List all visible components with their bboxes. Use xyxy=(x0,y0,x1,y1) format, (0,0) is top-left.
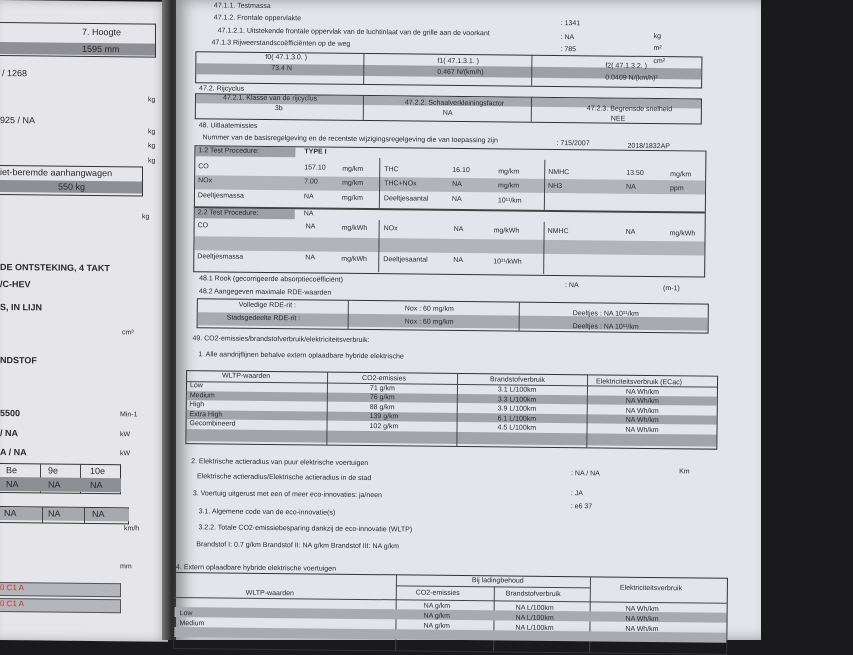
rde-r1c0: Stadsgedeelte RDE-rit : xyxy=(226,314,301,323)
test1-r2c3: Deeltjesaantal xyxy=(383,195,429,203)
wltp-r3c1: 139 g/km xyxy=(369,413,399,421)
frag-5500: 5500 xyxy=(0,408,21,419)
test2-r2c0: Deeltjesmassa xyxy=(197,253,244,261)
frag-kg3: kg xyxy=(148,142,156,150)
test2-r2c1: NA xyxy=(305,254,316,262)
test2-label: 2.2 Test Procedure: xyxy=(197,209,259,217)
cycle-h2: 47.2.3. Begrensde snelheid xyxy=(586,105,673,114)
frag-kg1: kg xyxy=(148,96,156,104)
frag-925: 925 / NA xyxy=(0,115,36,126)
frag-c1a-2: 0 C1 A xyxy=(0,599,25,609)
wltp-r2c0: High xyxy=(189,401,205,409)
test1-type: TYPE I xyxy=(304,148,327,156)
rw-h2: f2( 47.1.3.2. ) xyxy=(605,62,648,70)
s49-32: 3.2.2. Totale CO2-emissiebesparing dankzij de eco-innovatie (WLTP) xyxy=(198,524,413,534)
test2-r2c5: 10¹¹/kWh xyxy=(493,258,522,266)
wltp-h0: WLTP-waarden xyxy=(222,372,271,381)
height-value: 1595 mm xyxy=(82,43,120,55)
wltp-r4c0: Gecombineerd xyxy=(189,420,236,429)
height-label: 7. Hoogte xyxy=(82,26,122,38)
s49-2-v: : NA / NA xyxy=(571,470,600,478)
u-cm2: cm² xyxy=(653,58,666,66)
wltp-h1: CO2-emissies xyxy=(362,374,407,382)
s49-2: 2. Elektrische actieradius van puur elektrische voertuigen xyxy=(191,458,369,468)
height-bar xyxy=(0,42,155,56)
test1-r1c7: NA xyxy=(626,184,636,192)
wltp-r1c0: Medium xyxy=(189,391,215,400)
test1-r2c1: NA xyxy=(303,193,314,201)
frag-aanhang: iet-beremde aanhangwagen xyxy=(0,167,113,179)
s47121: 47.1.2.1. Uitstekende frontale oppervlak van de luchtinlaat van de grille aan de voorkant xyxy=(217,27,490,38)
phev-group: Bij ladingbehoud xyxy=(471,577,524,585)
frag-na1: / NA xyxy=(0,428,18,439)
wltp-r0c2: 3.1 L/100km xyxy=(497,386,537,394)
phev-r0c3: NA Wh/km xyxy=(625,605,659,614)
v-grille: : 785 xyxy=(560,46,577,54)
phev-h2: Brandstofverbruik xyxy=(505,590,561,599)
frag-550: 550 kg xyxy=(58,181,86,192)
wltp-r0c0: Low xyxy=(189,382,203,390)
test1-r0c3: THC xyxy=(384,166,399,174)
test1-r2c0: Deeltjesmassa xyxy=(197,192,244,200)
test1-r1c6: NH3 xyxy=(548,183,563,191)
rw-v0: 73.4 N xyxy=(271,65,292,73)
brandstof: Brandstof I: 0.7 g/km Brandstof II: NA g/km Brandstof III: NA g/km xyxy=(196,541,400,551)
test2-r0c4: NA xyxy=(453,226,464,234)
test2-r0c3: NOx xyxy=(383,225,398,233)
frag-kw2: kW xyxy=(120,450,131,458)
wltp-r0c1: 71 g/km xyxy=(369,384,395,392)
s472: 47.2. Rijcyclus xyxy=(199,85,245,93)
s481-u: (m-1) xyxy=(662,285,680,293)
wltp-r2c1: 88 g/km xyxy=(369,403,395,411)
wltp-r1c2: 3.3 L/100km xyxy=(497,395,537,404)
wltp-h3: Elektriciteitsverbruik (ECac) xyxy=(595,377,683,386)
test1-r1c3: THC+NOx xyxy=(384,180,417,188)
phev-r0c1: NA g/km xyxy=(423,603,451,611)
test2-r0c8: mg/kWh xyxy=(669,229,696,238)
test2-r0c1: NA xyxy=(305,223,316,231)
u-m2: m² xyxy=(653,45,662,53)
phev-r1c2: NA L/100km xyxy=(515,614,554,622)
cycle-v2: NEE xyxy=(610,115,626,123)
phev-r2c0: Medium xyxy=(179,620,205,628)
test2-r2c4: NA xyxy=(453,257,464,265)
test1-r0c2: mg/km xyxy=(342,165,364,173)
phev-h0: WLTP-waarden xyxy=(245,589,294,598)
wltp-r4c1: 102 g/km xyxy=(369,422,399,431)
wltp-r3c2: 6.1 L/100km xyxy=(497,415,537,423)
phev-r1c0: Low xyxy=(179,610,193,618)
phev-r2c2: NA L/100km xyxy=(515,624,554,632)
s48-regel-v1: : 715/2007 xyxy=(556,139,590,148)
wltp-r3c3: NA Wh/km xyxy=(625,417,659,425)
test1-r1c5: mg/km xyxy=(498,182,520,190)
test2-r0c2: mg/kWh xyxy=(341,224,368,232)
rw-h1: f1( 47.1.3.1. ) xyxy=(437,57,480,66)
test1-r2c2: mg/km xyxy=(341,194,363,202)
cycle-v1: NA xyxy=(442,109,453,117)
s49-2b: Elektrische actieradius/Elektrische actieradius in de stad xyxy=(196,473,372,483)
test1-r1c2: mg/km xyxy=(342,179,364,187)
test2-r0c5: mg/kWh xyxy=(493,227,520,235)
small-table-h1: Be xyxy=(6,465,18,476)
test1-r2c5: 10¹¹/km xyxy=(497,197,522,205)
s49-31: 3.1. Algemene code van de eco-innovatie(s) xyxy=(198,508,336,517)
test2-type: NA xyxy=(303,210,314,218)
frag-kg5: kg xyxy=(142,213,150,221)
small-table-h3: 10e xyxy=(90,465,106,477)
test1-r2c4: NA xyxy=(451,196,462,204)
s4713: 47.1.3 Rijweerstandscoëfficiënten op de weg xyxy=(211,39,351,48)
s481-v: : NA xyxy=(564,282,579,290)
frag-cm3: cm³ xyxy=(122,329,134,337)
frag-kmh: km/h xyxy=(124,525,140,533)
v-testmassa: : 1341 xyxy=(560,20,581,28)
s49-3-v: : JA xyxy=(570,490,583,498)
test1-r1c1: 7.00 xyxy=(304,178,318,186)
test1-r0c0: CO xyxy=(198,163,209,171)
wltp-r0c3: NA Wh/km xyxy=(625,388,660,396)
phev-r2c1: NA g/km xyxy=(423,623,450,631)
s49: 49. CO2-emissies/brandstofverbruik/elektriciteitsverbruik: xyxy=(192,335,370,345)
test1-r0c4: 16.10 xyxy=(452,167,470,175)
frag-min: Min-1 xyxy=(120,411,138,419)
small-table-r1c1: NA xyxy=(6,479,19,490)
small-table2-c2: NA xyxy=(48,508,61,519)
wltp-r2c2: 3.9 L/100km xyxy=(497,405,537,413)
s49-2-u: Km xyxy=(679,468,690,476)
s4712: 47.1.2. Frontale oppervlakte xyxy=(213,14,302,23)
frag-lijn: S, IN LIJN xyxy=(0,302,43,313)
frag-na2: A / NA xyxy=(0,447,27,458)
wltp-r1c1: 76 g/km xyxy=(369,394,395,402)
test2-r0c0: CO xyxy=(197,222,209,230)
cycle-v0: 3b xyxy=(274,105,283,113)
test1-r1c8: ppm xyxy=(670,184,684,193)
cycle-h1: 47.2.2. Schaalverkleiningsfactor xyxy=(404,99,505,108)
wltp-r4c2: 4.5 L/100km xyxy=(497,424,537,433)
rw-h0: f0( 47.1.3.0. ) xyxy=(265,53,308,62)
frag-kg4: kg xyxy=(148,157,156,165)
test1-r0c1: 157.10 xyxy=(304,164,326,172)
small-table-h2: 9e xyxy=(48,465,59,476)
rw-v2: 0.0409 N/(km/h)² xyxy=(605,74,658,83)
frag-dstof: NDSTOF xyxy=(0,355,37,366)
rw-v1: 0.467 N/(km/h) xyxy=(437,68,484,77)
test1-label: 1.2 Test Procedure: xyxy=(198,147,260,155)
test2-r0c6: NMHC xyxy=(547,227,569,236)
phev-h3: Elektriciteitsverbruik xyxy=(619,584,683,593)
rde-r1c1: Nox : 60 mg/km xyxy=(404,318,454,326)
u-kg: kg xyxy=(653,33,662,41)
small-table2-c3: NA xyxy=(92,508,105,520)
rde-r0c1: Nox : 60 mg/km xyxy=(404,305,454,313)
cycle-h0: 47.2.1. Klasse van de rijcyclus xyxy=(222,94,318,103)
rde-r0c0: Volledige RDE-rit : xyxy=(238,301,297,310)
phev-r0c2: NA L/100km xyxy=(515,604,554,612)
wltp-r3c0: Extra High xyxy=(189,410,223,419)
test1-r0c6: NMHC xyxy=(548,169,570,177)
s4711: 47.1.1. Testmassa xyxy=(213,2,271,10)
wltp-r4c3: NA Wh/km xyxy=(625,426,659,434)
frag-ontsteking: DE ONTSTEKING, 4 TAKT xyxy=(0,262,110,274)
frag-hev: /C-HEV xyxy=(0,279,31,290)
s49-31-v: : e6 37 xyxy=(570,503,593,511)
s49-3: 3. Voertuig uitgerust met een of meer eco-innovaties: ja/neen xyxy=(192,490,382,500)
frag-kw1: kW xyxy=(120,431,131,439)
wltp-h2: Brandstofverbruik xyxy=(490,376,545,384)
s482: 48.2 Aangegeven maximale RDE-waarden xyxy=(198,288,332,297)
left-page xyxy=(0,0,168,642)
small-table-r1c2: NA xyxy=(48,479,61,490)
small-table2-c1: NA xyxy=(4,508,17,519)
s48-regel-v2: 2018/1832AP xyxy=(627,142,670,151)
s481: 48.1 Rook (gecorrigeerde absorptiecoëfficiënt) xyxy=(199,275,343,284)
test1-r1c4: NA xyxy=(452,181,462,189)
wltp-r2c3: NA Wh/km xyxy=(625,407,659,415)
small-table-r1c3: NA xyxy=(90,479,103,491)
v-frontale: : NA xyxy=(560,34,575,42)
s48-regel: Nummer van de basisregelgeving en de recentste wijzigingsregelgeving die van toepassing zijn xyxy=(202,134,498,145)
right-page xyxy=(176,0,761,640)
frag-mm: mm xyxy=(120,563,132,571)
s49-4: 4. Extern oplaadbare hybride elektrische voertuigen xyxy=(176,564,337,573)
phev-h1: CO2-emissies xyxy=(415,589,460,598)
test1-r0c8: mg/km xyxy=(670,170,692,179)
frag-1268: / 1268 xyxy=(2,68,28,79)
phev-r2c3: NA Wh/km xyxy=(625,625,659,634)
phev-r1c3: NA Wh/km xyxy=(625,615,659,624)
frag-c1a-1: 0 C1 A xyxy=(0,583,25,593)
test1-r0c5: mg/km xyxy=(498,168,520,176)
s48: 48. Uitlaatemissies xyxy=(198,122,258,130)
frag-kg2: kg xyxy=(148,128,156,136)
test2-r2c2: mg/kWh xyxy=(341,255,368,263)
test2-r0c7: NA xyxy=(625,229,636,237)
wltp-r1c3: NA Wh/km xyxy=(625,397,659,406)
test2-r2c3: Deeltjesaantal xyxy=(383,256,428,264)
test1-r0c7: 13.50 xyxy=(626,170,644,178)
s49-1: 1. Alle aandrijflijnen behalve extern oplaadbare hybride elektrische xyxy=(198,351,404,361)
rde-r0c2: Deeltjes : NA 10¹¹/km xyxy=(572,310,639,318)
test1-r1c0: NOx xyxy=(198,177,213,185)
phev-r1c1: NA g/km xyxy=(423,613,451,621)
rde-r1c2: Deeltjes : NA 10¹¹/km xyxy=(572,323,639,331)
